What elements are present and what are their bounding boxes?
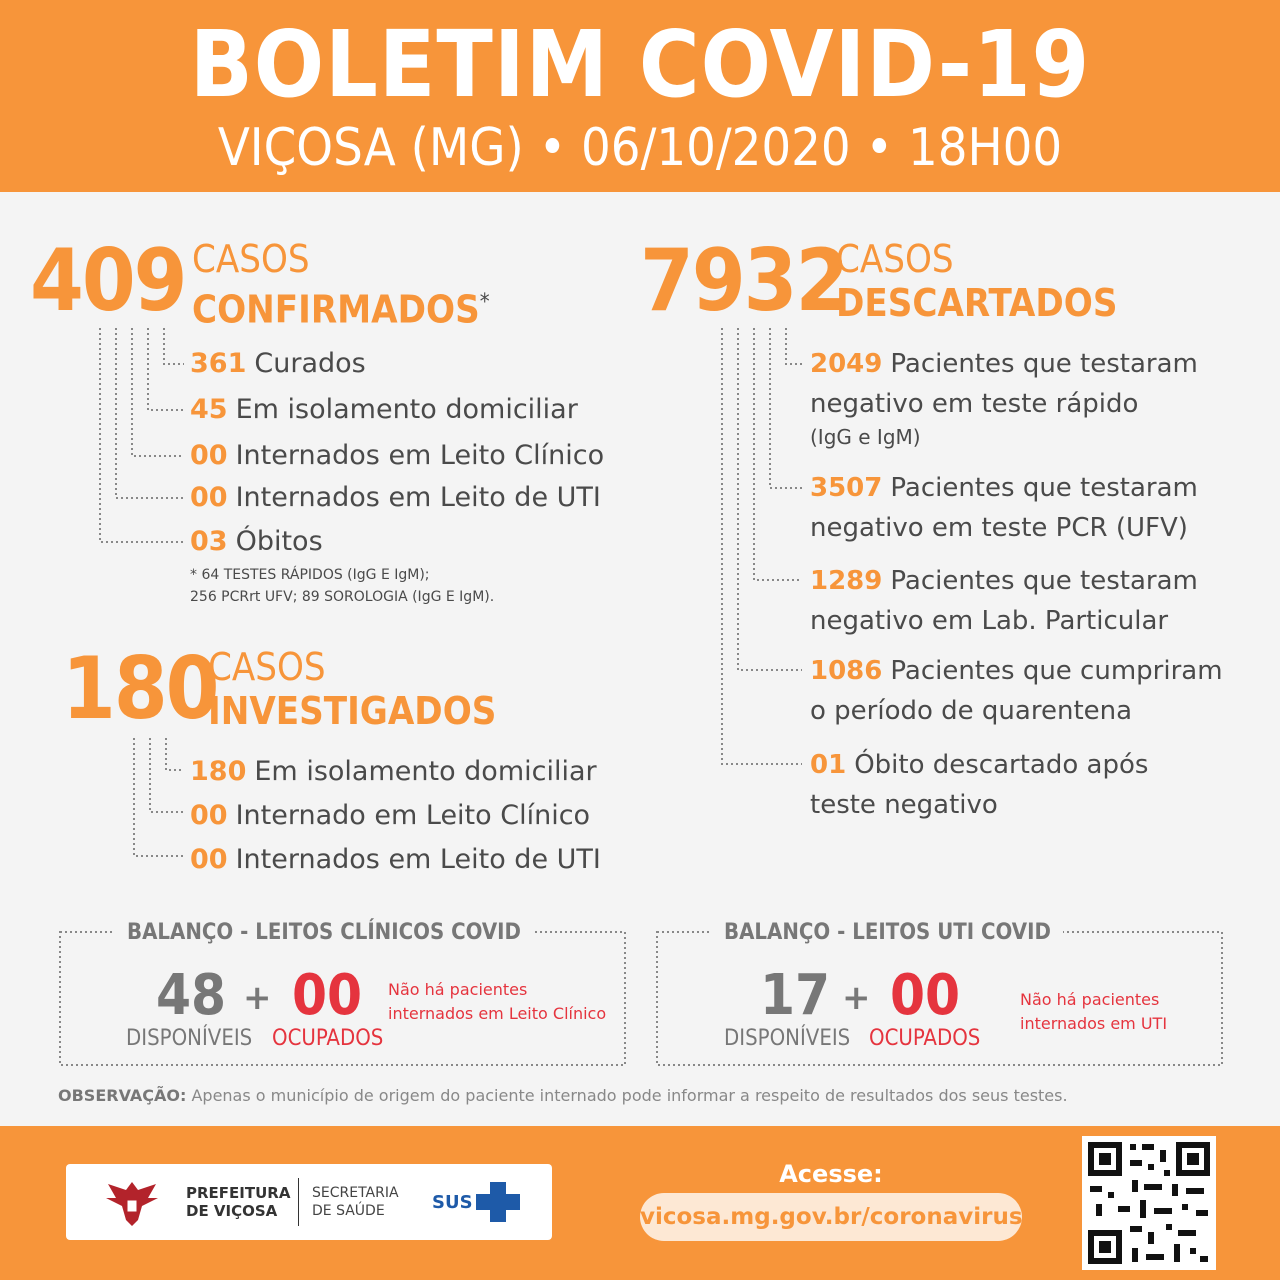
uti-plus: +: [842, 978, 871, 1018]
bulletin-subtitle: VIÇOSA (MG) • 06/10/2020 • 18H00: [217, 118, 1063, 178]
confirmados-caption-casos: CASOS: [192, 237, 310, 281]
website-link[interactable]: vicosa.mg.gov.br/coronavirus: [640, 1193, 1022, 1241]
investigados-item-leito-clinico: 00 Internado em Leito Clínico: [190, 800, 591, 831]
descartados-item-obito: 01 Óbito descartado após teste negativo: [810, 750, 1149, 820]
uti-disponiveis-number: 17: [760, 963, 831, 1028]
confirmados-item-obitos: 03 Óbitos: [190, 526, 323, 557]
balanco-uti-title: BALANÇO - LEITOS UTI COVID: [712, 918, 1063, 948]
clinico-disponiveis-number: 48: [156, 963, 227, 1028]
logos-panel: [66, 1164, 552, 1240]
confirmados-footnote: * 64 TESTES RÁPIDOS (IgG E IgM); 256 PCRrt UFV; 89 SOROLOGIA (IgG E IgM).: [190, 567, 495, 605]
confirmados-item-leito-uti: 00 Internados em Leito de UTI: [190, 482, 601, 513]
clinico-disponiveis-label: DISPONÍVEIS: [126, 1026, 253, 1051]
descartados-caption: DESCARTADOS: [836, 281, 1118, 325]
uti-ocupados-label: OCUPADOS: [869, 1026, 981, 1051]
secretaria-label: SECRETARIA DE SAÚDE: [312, 1185, 399, 1219]
investigados-number: 180: [62, 639, 218, 739]
descartados-item-quarentena: 1086 Pacientes que cumpriram o período de quarentena: [810, 656, 1223, 726]
confirmados-caption: CONFIRMADOS*: [192, 287, 490, 332]
descartados-caption-casos: CASOS: [836, 237, 954, 281]
observation-note: OBSERVAÇÃO: Apenas o município de origem do paciente internado pode informar a respeito de resultados dos seus testes.: [58, 1086, 1068, 1105]
prefeitura-label: PREFEITURA DE VIÇOSA: [186, 1184, 291, 1220]
clinico-ocupados-number: 00: [292, 963, 363, 1028]
confirmados-item-isolamento: 45 Em isolamento domiciliar: [190, 394, 578, 425]
descartados-item-pcr: 3507 Pacientes que testaram negativo em teste PCR (UFV): [810, 473, 1198, 543]
clinico-plus: +: [243, 978, 272, 1018]
confirmados-item-curados: 361 Curados: [190, 348, 366, 379]
bulletin-title: BOLETIM COVID-19: [189, 11, 1091, 118]
sus-label: SUS: [432, 1192, 473, 1213]
descartados-item-lab-particular: 1289 Pacientes que testaram negativo em Lab. Particular: [810, 566, 1198, 636]
uti-disponiveis-label: DISPONÍVEIS: [724, 1026, 851, 1051]
qr-code: [1082, 1136, 1216, 1270]
header-banner: [0, 0, 1280, 192]
logo-divider: [298, 1178, 299, 1226]
descartados-number: 7932: [640, 231, 848, 331]
clinico-ocupados-label: OCUPADOS: [272, 1026, 384, 1051]
acesse-label: Acesse:: [779, 1160, 883, 1188]
qr-code-icon: [1082, 1136, 1216, 1270]
confirmados-number: 409: [30, 231, 186, 331]
uti-message: Não há pacientes internados em UTI: [1020, 990, 1168, 1033]
uti-ocupados-number: 00: [890, 963, 961, 1028]
balanco-clinico-title: BALANÇO - LEITOS CLÍNICOS COVID: [115, 918, 533, 948]
clinico-message: Não há pacientes internados em Leito Clínico: [388, 980, 607, 1023]
investigados-item-leito-uti: 00 Internados em Leito de UTI: [190, 844, 601, 875]
asterisk: *: [479, 290, 490, 315]
descartados-item-teste-rapido: 2049 Pacientes que testaram negativo em teste rápido (IgG e IgM): [810, 349, 1198, 449]
vicosa-eagle-icon: [102, 1176, 162, 1228]
investigados-caption-casos: CASOS: [208, 645, 326, 689]
investigados-item-isolamento: 180 Em isolamento domiciliar: [190, 756, 597, 787]
sus-cross-icon: [474, 1180, 522, 1224]
investigados-caption: INVESTIGADOS: [208, 689, 497, 733]
confirmados-item-leito-clinico: 00 Internados em Leito Clínico: [190, 440, 605, 471]
